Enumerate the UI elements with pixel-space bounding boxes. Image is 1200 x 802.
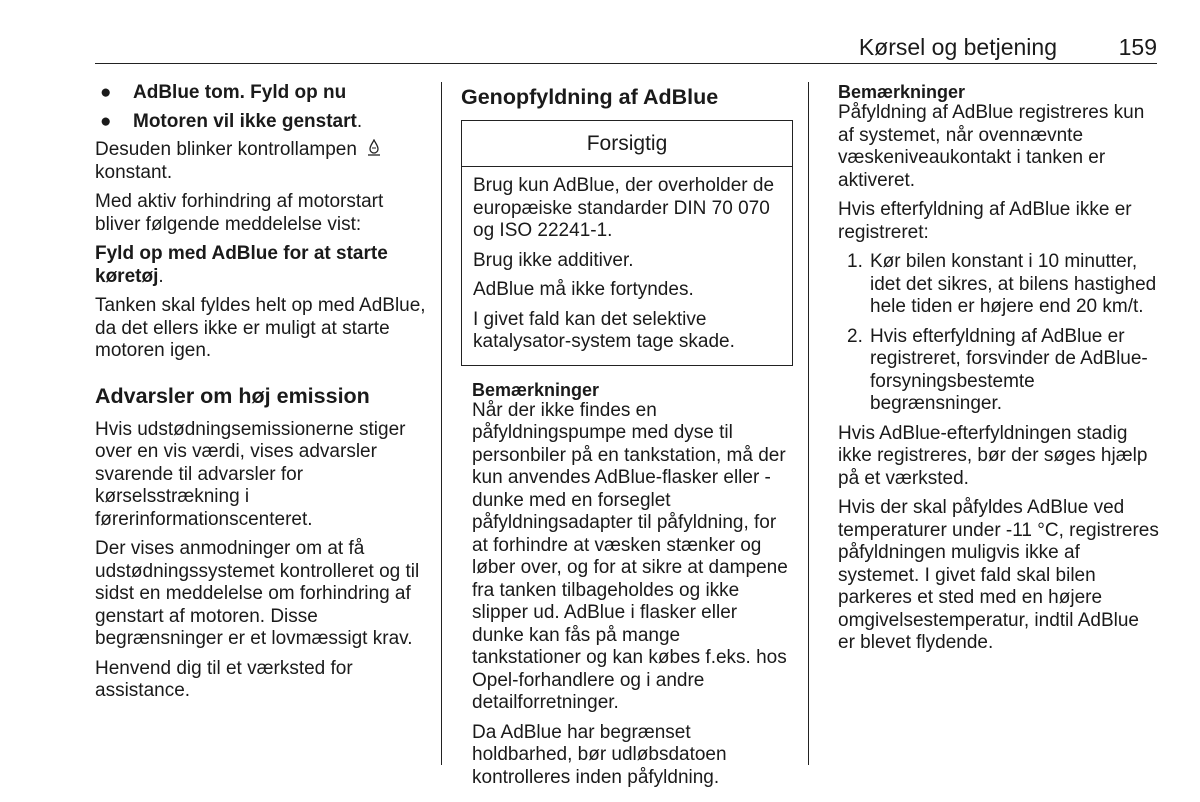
bullet-icon: ● [100,110,112,132]
list-item: 2. Hvis efterfyldning af AdBlue er registreret, forsvinder de AdBlue-forsyningsbestemte begrænsninger. [847,325,1148,414]
paragraph-intro: Hvis efterfyldning af AdBlue ikke er registreret: [838,199,1132,243]
list-item: 1. Kør bilen konstant i 10 minutter, idet det sikres, at bilens hastighed hele tiden er højere end 20 km/t. [847,251,1157,317]
note-title: Bemærkninger [472,379,600,400]
caution-title: Forsigtig [462,121,792,167]
column-left [95,82,430,710]
column-divider [808,82,809,765]
caution-paragraph: I givet fald kan det selektive katalysator-system tage skade. [473,308,735,352]
caution-paragraph: Brug ikke additiver. [473,249,634,271]
note-box [461,380,793,790]
column-middle [461,82,793,796]
heading-emission: Advarsler om høj emission [95,383,370,408]
paragraph-workshop: Henvend dig til et værksted for assistance. [95,657,353,701]
running-head [95,33,1157,64]
note-box [838,82,1160,192]
page-number: 159 [1118,34,1157,60]
paragraph-temperature: Hvis der skal påfyldes AdBlue ved temperaturer under -11 °C, registreres påfyldningen muligvis ikke af systemet. I givet fald skal bilen parkeres et sted med en højere omgivelsestemperatur, indtil AdBlue er blevet flydende. [838,497,1159,653]
steps-list [838,251,1160,416]
column-right [838,82,1160,662]
column-divider [441,82,442,765]
caution-paragraph: AdBlue må ikke fortyndes. [473,279,694,300]
caution-box [461,120,793,366]
note-paragraph: Påfyldning af AdBlue registreres kun af systemet, når ovennævnte væskeniveaukontakt i tanken er aktiveret. [838,102,1145,191]
message-list [95,82,430,133]
caution-paragraph: Brug kun AdBlue, der overholder de europæiske standarder DIN 70 070 og ISO 22241-1. [473,175,775,241]
paragraph-blink: Desuden blinker kontrollampen konstant. [95,139,430,184]
note-paragraph: Når der ikke findes en påfyldningspumpe med dyse til personbiler på en tankstation, må der kun anvendes AdBlue-flasker eller -dunke med en forseglet påfyldningsadapter til påfyldning, for at forhindre at væsken stænker og løber over, og for at sikre at dampene fra tanken tilbageholdes og ikke slipper ud. AdBlue i flasker eller dunke kan fås på mange tankstationer og kan købes f.eks. hos Opel-forhandlere og i andre detailforretninger. [472,399,788,713]
heading-refill: Genopfyldning af AdBlue [461,85,719,109]
paragraph-emission: Hvis udstødningsemissionerne stiger over en vis værdi, vises advarsler svarende til advarsler for kørselsstrækning i førerinformationscenteret. [95,418,406,530]
section-title: Kørsel og betjening [858,34,1057,60]
adblue-warning-lamp-icon [366,139,382,157]
caution-body [462,167,792,365]
paragraph-requests: Der vises anmodninger om at få udstødningssystemet kontrolleret og til sidst en meddelelse om forhindring af genstart af motoren. Disse begrænsninger er et lovmæssigt krav. [95,538,420,649]
paragraph-still: Hvis AdBlue-efterfyldningen stadig ikke registreres, bør der søges hjælp på et værksted. [838,422,1148,489]
note-title: Bemærkninger [838,82,966,102]
list-item: ● AdBlue tom. Fyld op nu [100,82,347,103]
bullet-icon: ● [100,82,112,103]
paragraph-tank: Tanken skal fyldes helt op med AdBlue, da det ellers ikke er muligt at starte motoren igen. [95,295,426,361]
list-item: ● Motoren vil ikke genstart. [100,110,363,132]
note-paragraph: Da AdBlue har begrænset holdbarhed, bør udløbsdatoen kontrolleres inden påfyldning. [472,721,727,788]
message-text: Fyld op med AdBlue for at starte køretøj. [95,243,388,287]
paragraph-start-block: Med aktiv forhindring af motorstart bliver følgende meddelelse vist: [95,191,384,235]
